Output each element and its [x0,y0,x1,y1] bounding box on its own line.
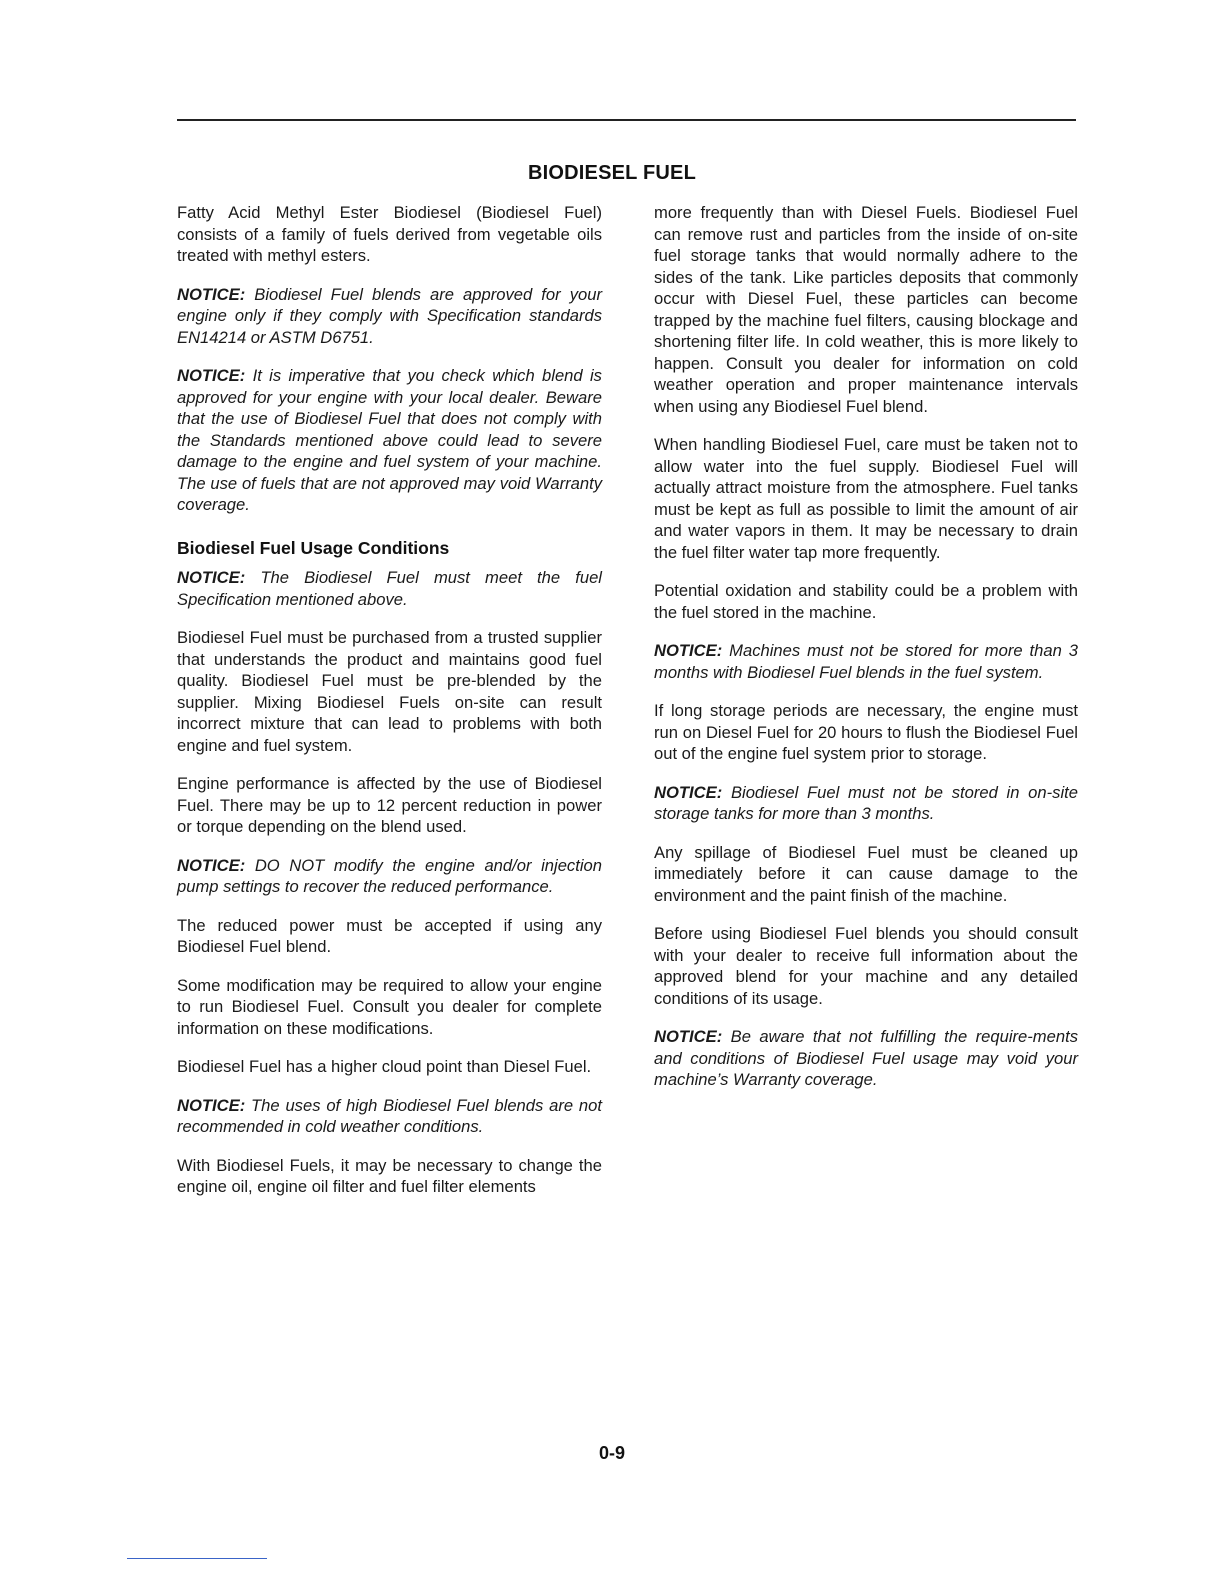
notice-text: Biodiesel Fuel must not be stored in on-site storage tanks for more than 3 months. [654,782,1078,823]
notice-text: DO NOT modify the engine and/or injection pump settings to recover the reduced performance. [177,855,602,896]
paragraph-spillage: Any spillage of Biodiesel Fuel must be cleaned up immediately before it can cause damage to the environment and the paint finish of the machine. [654,842,1078,905]
notice-label: NOTICE: [177,568,246,587]
notice-onsite-storage [654,782,1078,825]
notice-label: NOTICE: [177,1095,246,1115]
page-number: 0-9 [598,1443,625,1463]
notice-label: NOTICE: [177,284,246,304]
paragraph-oil-change: With Biodiesel Fuels, it may be necessary to change the engine oil, engine oil filter and fuel filter elements [177,1155,602,1196]
paragraph-filters: more frequently than with Diesel Fuels. Biodiesel Fuel can remove rust and particles from the inside of on-site fuel storage tanks that would normally adhere to the sides of the tank. Like particles deposits that commonly occur with Diesel Fuel, these particles can become trapped by the machine fuel filters, causing blockage and shortening filter life. In cold weather, this is more likely to happen. Consult you dealer for information on cold weather operation and proper maintenance intervals when using any Biodiesel Fuel blend. [654,203,1078,416]
paragraph-supplier: Biodiesel Fuel must be purchased from a trusted supplier that understands the product and maintains good fuel quality. Biodiesel Fuel must be pre-blended by the supplier. Mixing Biodiesel Fuels on-site can result incorrect mixture that can lead to problems with both engine and fuel system. [177,628,602,755]
notice-label: NOTICE: [177,855,246,875]
paragraph-cloud-point: Biodiesel Fuel has a higher cloud point than Diesel Fuel. [177,1057,592,1076]
paragraph-water: When handling Biodiesel Fuel, care must be taken not to allow water into the fuel supply. Biodiesel Fuel will actually attract moisture from the atmosphere. Fuel tanks must be kept as full as possible to limit the amount of air and water vapors in them. It may be necessary to drain the fuel filter water tap more frequently. [654,435,1078,562]
left-column [177,202,602,1215]
notice-label: NOTICE: [177,366,246,385]
notice-text: The uses of high Biodiesel Fuel blends are not recommended in cold weather conditions. [177,1095,602,1136]
footer-link-underline [127,1558,267,1559]
notice-label: NOTICE: [654,1027,723,1046]
page-title: BIODIESEL FUEL [527,162,696,184]
notice-warranty [654,1026,1078,1091]
paragraph-reduced-power: The reduced power must be accepted if using any Biodiesel Fuel blend. [177,915,602,956]
notice-cold-weather [177,1095,602,1138]
header-rule [177,119,1076,121]
notice-text: Biodiesel Fuel blends are approved for your engine only if they comply with Specification standards EN14214 or ASTM D6751. [177,284,602,347]
notice-text: The Biodiesel Fuel must meet the fuel Specification mentioned above. [177,568,602,609]
paragraph-performance: Engine performance is affected by the use of Biodiesel Fuel. There may be up to 12 percent reduction in power or torque depending on the blend used. [177,774,602,836]
notice-text: Machines must not be stored for more than 3 months with Biodiesel Fuel blends in the fuel system. [654,641,1078,682]
notice-dealer-check [177,365,602,516]
notice-label: NOTICE: [654,641,723,660]
notice-text: Be aware that not fulfilling the require-ments and conditions of Biodiesel Fuel usage may void your machine’s Warranty coverage. [654,1027,1078,1089]
notice-do-not-modify [177,855,602,898]
section-heading: Biodiesel Fuel Usage Conditions [177,537,450,558]
paragraph-oxidation: Potential oxidation and stability could be a problem with the fuel stored in the machine. [654,581,1078,622]
paragraph-consult-dealer: Before using Biodiesel Fuel blends you should consult with your dealer to receive full information about the approved blend for your machine and any detailed conditions of its usage. [654,924,1078,1008]
notice-approval [177,284,602,349]
paragraph-long-storage: If long storage periods are necessary, the engine must run on Diesel Fuel for 20 hours to flush the Biodiesel Fuel out of the engine fuel system prior to storage. [654,701,1078,763]
notice-storage-months [654,640,1078,683]
paragraph-modification: Some modification may be required to allow your engine to run Biodiesel Fuel. Consult you dealer for complete information on these modifications. [177,975,602,1038]
paragraph-intro: Fatty Acid Methyl Ester Biodiesel (Biodiesel Fuel) consists of a family of fuels derived from vegetable oils treated with methyl esters. [177,203,602,265]
notice-specification [177,567,602,610]
notice-label: NOTICE: [654,782,723,802]
right-column [654,202,1078,1108]
notice-text: It is imperative that you check which blend is approved for your engine with your local dealer. Beware that the use of Biodiesel Fuel that does not comply with the Standards mentioned above could lead to severe damage to the engine and fuel system of your machine. The use of fuels that are not approved may void Warranty coverage. [177,366,602,514]
